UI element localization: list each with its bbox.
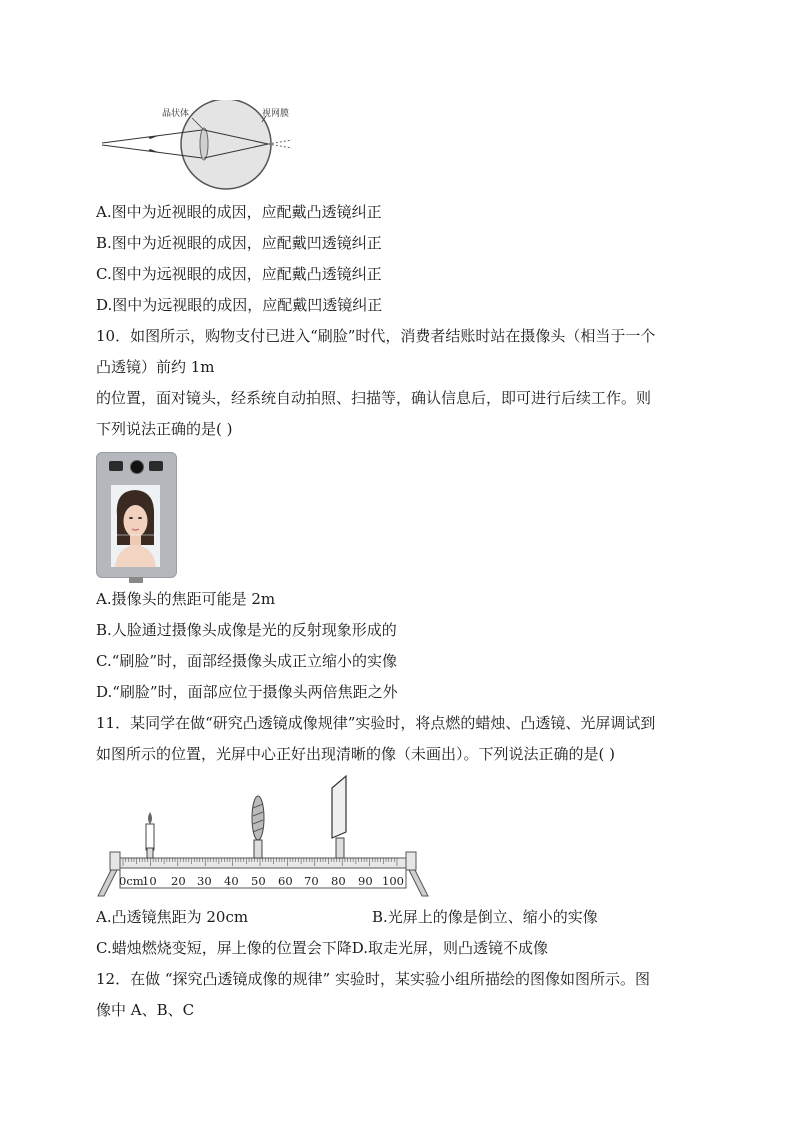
ruler-label-40: 40	[224, 874, 239, 888]
q10-stem-line2: 凸透镜）前约 1m	[96, 358, 215, 376]
q9-option-b: B.图中为近视眼的成因，应配戴凹透镜纠正	[96, 234, 382, 252]
ruler-label-70: 70	[304, 874, 319, 888]
q11-option-a: A.凸透镜焦距为 20cm	[96, 908, 249, 926]
q9-option-c: C.图中为远视眼的成因，应配戴凸透镜纠正	[96, 265, 382, 283]
ruler-label-60: 60	[278, 874, 293, 888]
q10-option-c: C.“刷脸”时，面部经摄像头成正立缩小的实像	[96, 652, 398, 670]
q10-option-d: D.“刷脸”时，面部应位于摄像头两倍焦距之外	[96, 683, 398, 701]
camera-window-left	[109, 461, 123, 471]
ruler-label-50: 50	[251, 874, 266, 888]
ruler-label-0: 0cm	[119, 874, 144, 888]
optical-bench-diagram	[96, 772, 436, 900]
light-screen	[332, 776, 346, 858]
eye-retina-label: 视网膜	[262, 109, 290, 119]
q11-option-b: B.光屏上的像是倒立、缩小的实像	[372, 908, 598, 926]
q11-stem-line2: 如图所示的位置，光屏中心正好出现清晰的像（未画出）。下列说法正确的是( )	[96, 745, 615, 763]
ruler-label-10: 10	[142, 874, 157, 888]
ruler-label-90: 90	[358, 874, 373, 888]
q10-option-b: B.人脸通过摄像头成像是光的反射现象形成的	[96, 621, 397, 639]
ruler-label-20: 20	[171, 874, 186, 888]
q11-option-d: D.取走光屏，则凸透镜不成像	[351, 939, 548, 957]
ruler-label-80: 80	[331, 874, 346, 888]
q9-option-d: D.图中为远视眼的成因，应配戴凹透镜纠正	[96, 296, 383, 314]
q10-stem-line4: 下列说法正确的是( )	[96, 420, 233, 438]
ruler-label-100: 100	[382, 874, 404, 888]
q11-stem-line1: 11．某同学在做“研究凸透镜成像规律”实验时，将点燃的蜡烛、凸透镜、光屏调试到	[96, 714, 656, 732]
q9-option-a: A.图中为近视眼的成因，应配戴凸透镜纠正	[96, 203, 382, 221]
candle	[146, 812, 154, 858]
eye-lens-label: 晶状体	[162, 109, 190, 119]
ruler-label-30: 30	[197, 874, 212, 888]
q11-option-c: C.蜡烛燃烧变短，屏上像的位置会下降	[96, 939, 352, 957]
convex-lens	[252, 796, 264, 858]
face-photo	[111, 485, 160, 567]
camera-lens	[130, 460, 144, 474]
q11-options-row2	[96, 937, 548, 959]
camera-window-right	[149, 461, 163, 471]
eye-diagram	[96, 100, 306, 192]
face-payment-device-image	[96, 452, 177, 578]
q10-stem-line3: 的位置，面对镜头，经系统自动拍照、扫描等，确认信息后，即可进行后续工作。则	[96, 389, 652, 407]
q12-stem-line2: 像中 A、B、C	[96, 1001, 195, 1019]
q11-options-row1	[96, 906, 598, 928]
q10-stem-line1: 10．如图所示，购物支付已进入“刷脸”时代，消费者结账时站在摄像头（相当于一个	[96, 327, 656, 345]
q10-option-a: A.摄像头的焦距可能是 2m	[96, 590, 276, 608]
device-foot	[129, 577, 143, 583]
q12-stem-line1: 12．在做 “探究凸透镜成像的规律” 实验时，某实验小组所描绘的图像如图所示。图	[96, 970, 650, 988]
